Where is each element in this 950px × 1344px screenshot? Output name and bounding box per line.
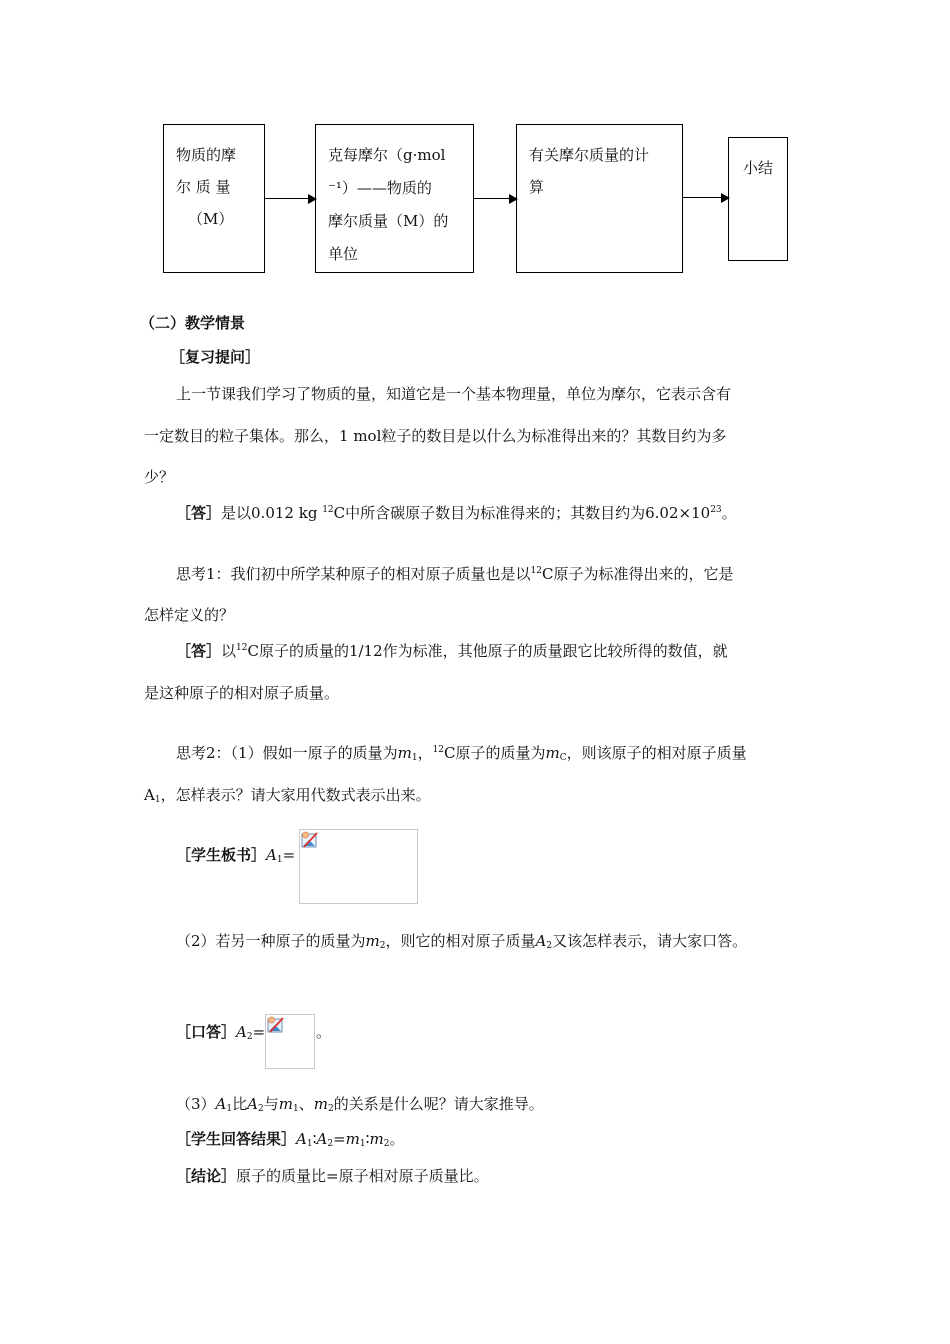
flow-box-line: 小结 xyxy=(743,159,774,177)
formula-image xyxy=(265,1014,315,1069)
answer-1: ［答］是以0.012 kg $^{12}$C中所含碳原子数目为标准得来的；其数目约为$6.02\times 10^{23}$。 xyxy=(176,504,737,522)
flow-box-line: 算 xyxy=(529,178,545,196)
think-2-line2: $A_1$，怎样表示？请大家用代数式表示出来。 xyxy=(144,786,431,805)
answer-tag: ［答］ xyxy=(176,504,222,522)
flow-box-line: 有关摩尔质量的计 xyxy=(529,146,650,164)
flow-box-line: 物质的摩 xyxy=(176,146,237,164)
section-title: （二）教学情景 xyxy=(140,314,246,332)
flow-box-line: ⁻¹）——物质的 xyxy=(328,179,432,197)
flow-box-unit xyxy=(315,124,474,273)
student-board: ［学生板书$]A_1=$ xyxy=(176,846,296,865)
think-1: 思考1：我们初中所学某种原子的相对原子质量也是以$^{12}$C原子为标准得出来的，它是 xyxy=(176,565,734,583)
review-line: 上一节课我们学习了物质的量，知道它是一个基本物理量，单位为摩尔，它表示含有 xyxy=(176,385,732,403)
conclusion: ［结论］原子的质量比=原子相对原子质量比。 xyxy=(176,1167,489,1185)
question-2: （2）若另一种原子的质量为$m_2$，则它的相对原子质量$A_2$又该怎样表示，请大家口答。 xyxy=(176,932,748,951)
flow-arrow xyxy=(683,197,728,198)
broken-image-icon xyxy=(301,831,319,849)
oral-answer: ［口答$]A_2=$ xyxy=(176,1023,266,1042)
board-tag: ［学生板书］ xyxy=(176,846,267,864)
flow-box-molar-mass xyxy=(163,124,265,273)
answer-2: ［答］以$^{12}$C原子的质量的1/12作为标准，其他原子的质量跟它比较所得的数值，就 xyxy=(176,642,728,660)
broken-image-icon xyxy=(267,1016,285,1034)
flow-box-line: 单位 xyxy=(328,245,359,263)
oral-end: 。 xyxy=(316,1023,332,1041)
answer-tag: ［答］ xyxy=(176,642,222,660)
flow-box-summary xyxy=(728,137,788,261)
result-tag: ［学生回答结果］ xyxy=(176,1130,297,1148)
answer-2-line2: 是这种原子的相对原子质量。 xyxy=(144,684,340,702)
flow-box-calculation xyxy=(516,124,683,273)
question-3: $(3)A_1$比$A_2$与$m_1$、$m_2$的关系是什么呢？请大家推导。 xyxy=(176,1095,544,1114)
think-1-line2: 怎样定义的？ xyxy=(144,606,235,624)
flow-box-line: 尔 质 量 xyxy=(176,178,231,196)
formula-image xyxy=(299,829,418,904)
think-2: 思考2：（1）假如一原子的质量为$m_1$，$^{12}$C原子的质量为$m_C$，则该原子的相对原子质量 xyxy=(176,744,747,763)
review-tag: ［复习提问］ xyxy=(170,348,261,366)
conclusion-tag: ［结论］ xyxy=(176,1167,237,1185)
flow-arrow xyxy=(265,198,315,199)
flow-box-line: 摩尔质量（M）的 xyxy=(328,212,449,230)
flow-box-line: （M） xyxy=(188,210,234,228)
oral-tag: ［口答］ xyxy=(176,1023,237,1041)
student-result: ［学生回答结果$]A_1∶A_2=m_1∶m_2$。 xyxy=(176,1130,405,1149)
flow-arrow xyxy=(474,198,516,199)
flow-box-line: 克每摩尔（g·mol xyxy=(328,146,446,164)
review-line: 少？ xyxy=(144,468,175,486)
review-line: 一定数目的粒子集体。那么，1 mol粒子的数目是以什么为标准得出来的？其数目约为多 xyxy=(144,427,727,445)
